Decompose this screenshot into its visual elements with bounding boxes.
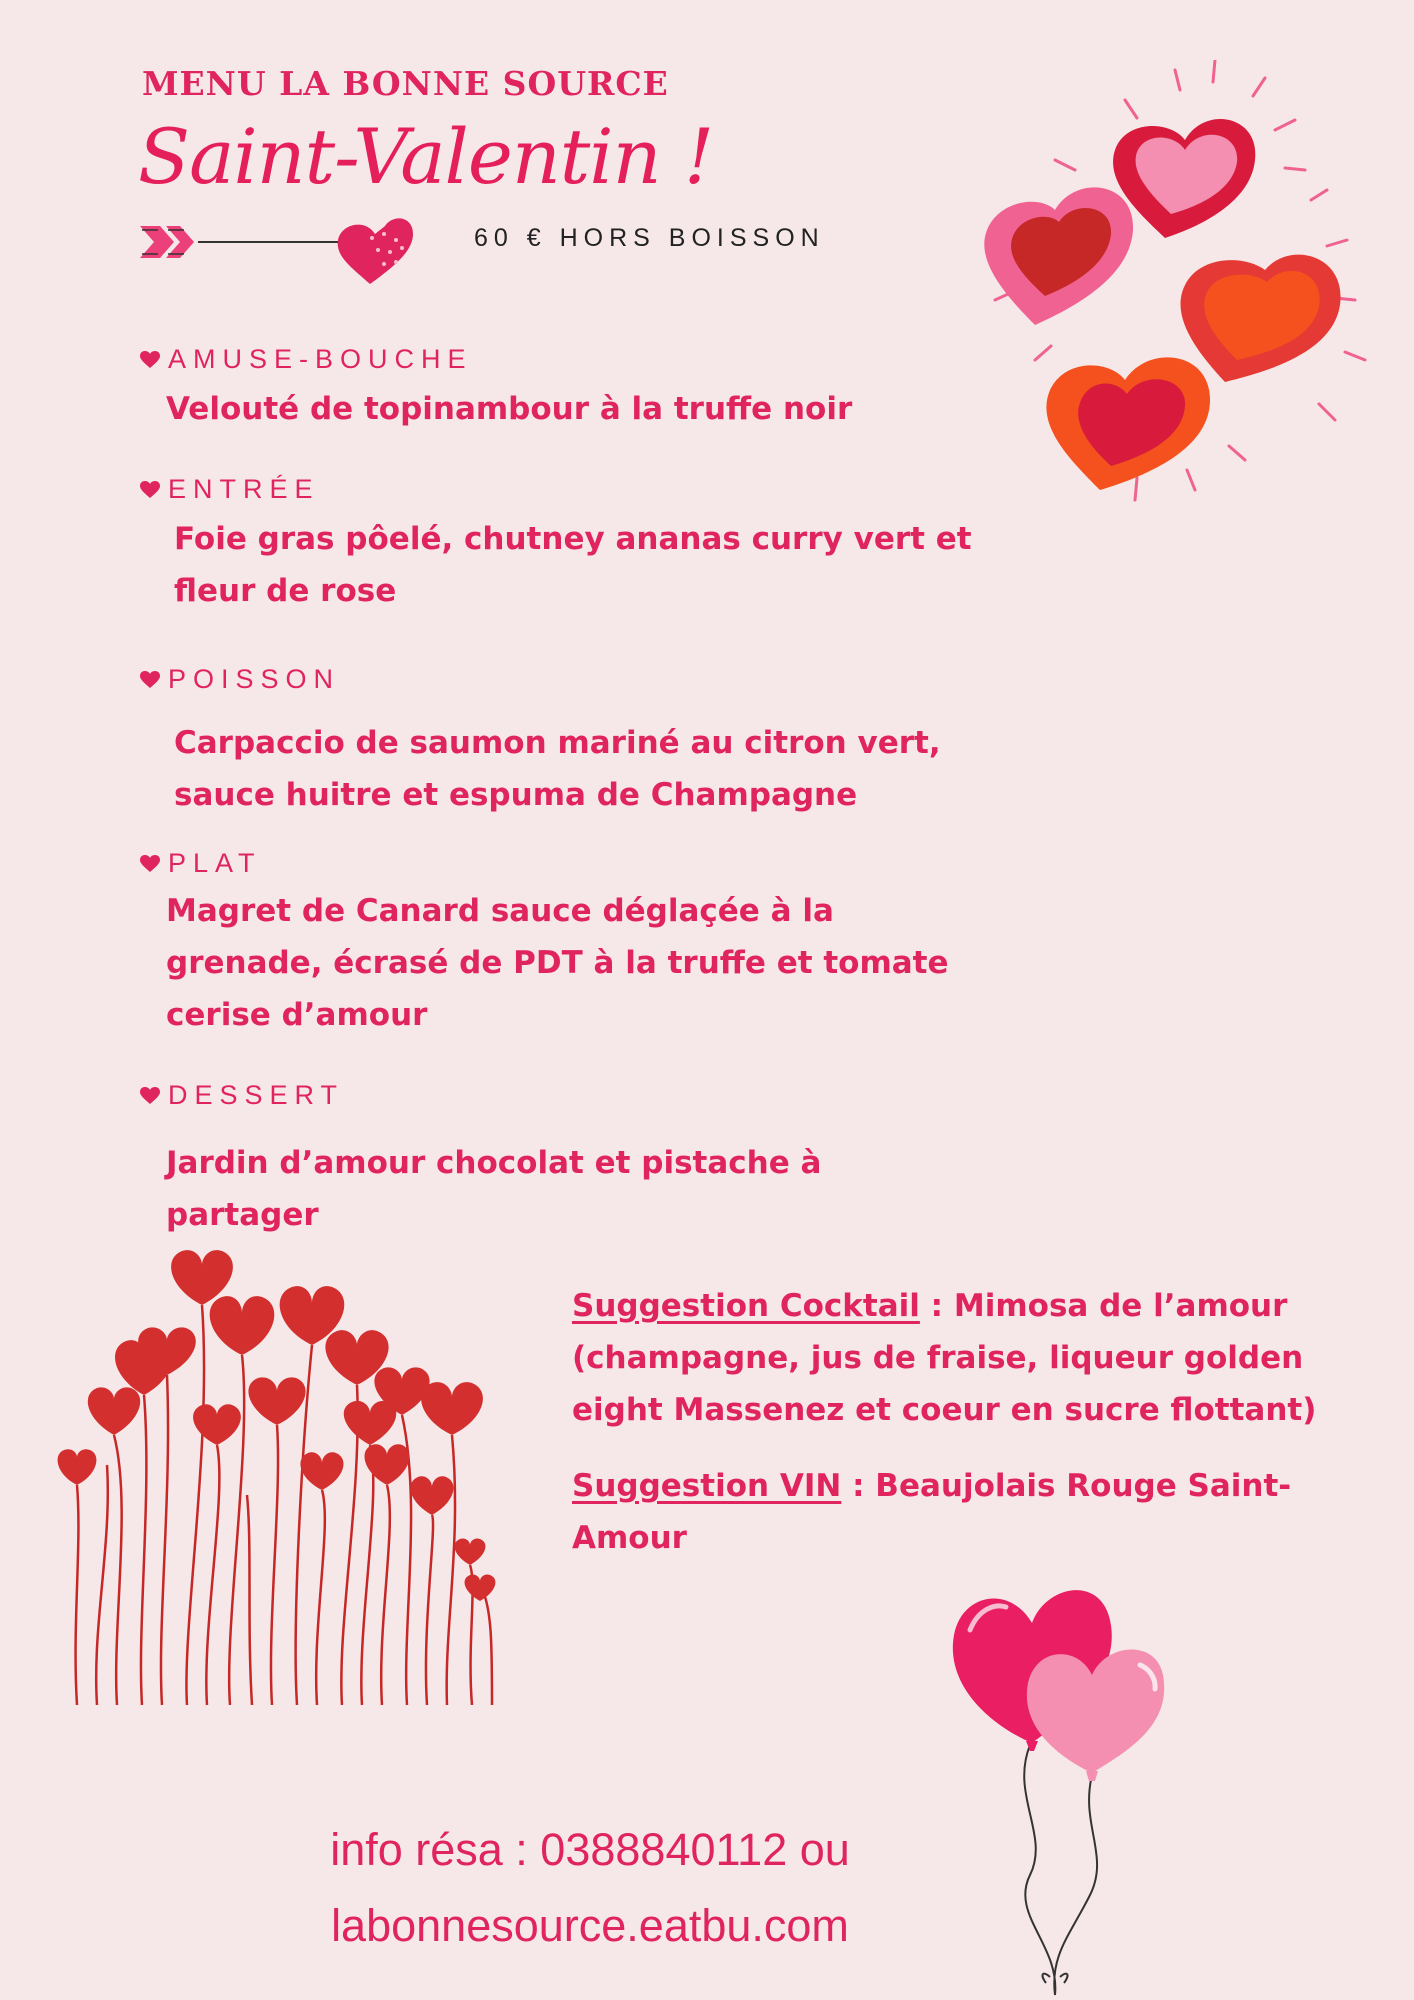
page-title: Saint-Valentin ! [138,112,714,201]
dish-description [166,885,1036,1041]
section-poisson [140,664,1044,821]
cocktail-label: Suggestion Cocktail [572,1288,920,1324]
reservation-info [230,1812,950,1964]
reservation-website[interactable]: labonnesource.eatbu.com [331,1900,849,1951]
suggestions-block [572,1280,1372,1588]
cocktail-suggestion [572,1280,1372,1436]
bullet-heart-icon [140,1087,160,1105]
section-heading: PLAT [168,848,262,878]
bullet-heart-icon [140,855,160,873]
heart-balloons-icon [950,1575,1200,2000]
section-dessert [140,1080,1036,1241]
bullet-heart-icon [140,671,160,689]
section-entree [140,474,1044,617]
section-heading: AMUSE-BOUCHE [168,344,473,374]
wine-suggestion [572,1460,1372,1564]
dish-line: Magret de Canard sauce déglaçée à la [166,893,834,929]
bullet-heart-icon [140,481,160,499]
dish-line: Foie gras pôelé, chutney ananas curry vert et [174,521,972,557]
cocktail-text: : Mimosa de l’amour (champagne, jus de fraise, liqueur golden eight Massenez et coeur en sucre flottant) [572,1288,1317,1428]
dish-line: Carpaccio de saumon mariné au citron vert, [174,725,941,761]
section-plat [140,848,1036,1041]
section-heading: POISSON [168,664,341,694]
dish-line: grenade, écrasé de PDT à la truffe et tomate [166,945,949,981]
arrow-heart-icon [140,212,430,292]
dish-description [166,1137,1036,1241]
section-amuse-bouche [140,344,1036,435]
dish-line: partager [166,1197,319,1233]
section-heading: ENTRÉE [168,474,320,504]
candy-hearts-icon [975,60,1375,530]
wine-label: Suggestion VIN [572,1468,842,1504]
price-label: 60 € HORS BOISSON [474,224,825,252]
dish-description [174,513,1044,617]
dish-line: Velouté de topinambour à la truffe noir [166,391,853,427]
section-heading: DESSERT [168,1080,345,1110]
bullet-heart-icon [140,351,160,369]
dish-line: cerise d’amour [166,997,428,1033]
dish-line: fleur de rose [174,573,397,609]
restaurant-name: MENU LA BONNE SOURCE [142,64,669,103]
reservation-phone: info résa : 0388840112 ou [330,1824,850,1875]
dish-line: Jardin d’amour chocolat et pistache à [166,1145,822,1181]
dish-line: sauce huitre et espuma de Champagne [174,777,858,813]
heart-flowers-icon [52,1245,562,1705]
dish-description [166,383,1036,435]
dish-description [174,717,1044,821]
wine-text: : Beaujolais Rouge Saint-Amour [572,1468,1292,1556]
